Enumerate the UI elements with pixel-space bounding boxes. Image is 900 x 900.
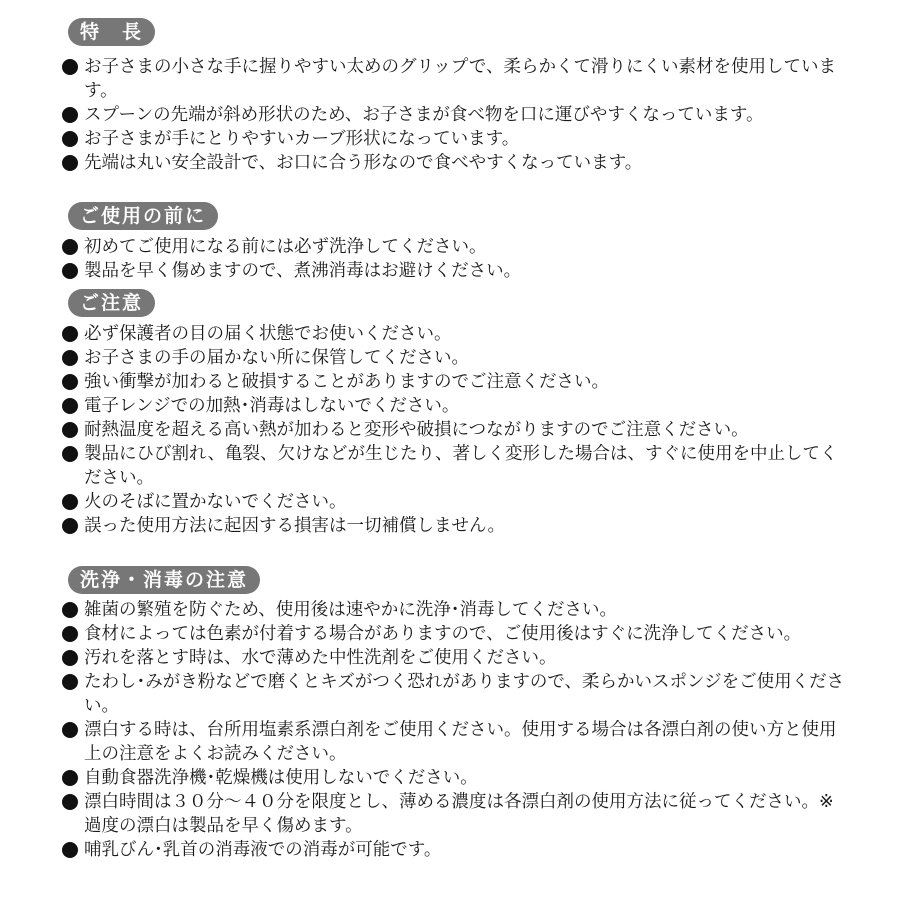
bullet-icon: [62, 350, 78, 366]
bullet-icon: [62, 374, 78, 390]
bullet-icon: [62, 794, 78, 810]
list-item: [60, 394, 850, 418]
bullet-icon: [62, 131, 78, 147]
bullet-icon: [62, 842, 78, 858]
list-item: [60, 259, 850, 283]
bullet-icon: [62, 626, 78, 642]
item-text: 漂白する時は、台所用塩素系漂白剤をご使用ください。使用する場合は各漂白剤の使い方と使用上の注意をよくお読みください。: [84, 720, 837, 764]
list-item: [60, 235, 850, 259]
list-item: [60, 598, 850, 622]
item-text: 哺乳びん･乳首の消毒液での消毒が可能です。: [84, 840, 442, 860]
item-text: 自動食器洗浄機･乾燥機は使用しないでください。: [84, 768, 478, 788]
bullet-icon: [62, 518, 78, 534]
item-text: 火のそばに置かないでください。: [84, 492, 347, 512]
item-text: 電子レンジでの加熱･消毒はしないでください。: [84, 396, 460, 416]
list-item: [60, 490, 850, 514]
list-item: [60, 370, 850, 394]
item-text: お子さまの小さな手に握りやすい太めのグリップで、柔らかくて滑りにくい素材を使用しています。: [84, 57, 836, 101]
bullet-icon: [62, 107, 78, 123]
bullet-icon: [62, 239, 78, 255]
item-text: 初めてご使用になる前には必ず洗浄してください。: [84, 237, 487, 257]
item-text: たわし･みがき粉などで磨くとキズがつく恐れがありますので、柔らかいスポンジをご使用ください。: [84, 672, 845, 716]
item-text: 製品を早く傷めますので、煮沸消毒はお避けください。: [84, 261, 522, 281]
section-heading: ご使用の前に: [68, 202, 218, 230]
bullet-icon: [62, 446, 78, 462]
list-item: [60, 622, 850, 646]
section-heading: 洗浄・消毒の注意: [68, 566, 260, 594]
cleaning-list: [60, 598, 850, 862]
bullet-icon: [62, 650, 78, 666]
bullet-icon: [62, 422, 78, 438]
list-item: [60, 418, 850, 442]
list-item: [60, 103, 850, 127]
list-item: [60, 151, 850, 175]
item-text: 耐熱温度を超える高い熱が加わると変形や破損につながりますのでご注意ください。: [84, 420, 749, 440]
bullet-icon: [62, 59, 78, 75]
bullet-icon: [62, 494, 78, 510]
list-item: [60, 127, 850, 151]
list-item: [60, 442, 850, 490]
list-item: [60, 790, 850, 838]
item-text: 雑菌の繁殖を防ぐため、使用後は速やかに洗浄･消毒してください。: [84, 600, 618, 620]
list-item: [60, 322, 850, 346]
list-item: [60, 346, 850, 370]
bullet-icon: [62, 326, 78, 342]
item-text: 汚れを落とす時は、水で薄めた中性洗剤をご使用ください。: [84, 648, 557, 668]
item-text: 強い衝撃が加わると破損することがありますのでご注意ください。: [84, 372, 609, 392]
item-text: スプーンの先端が斜め形状のため、お子さまが食べ物を口に運びやすくなっています。: [84, 105, 764, 125]
item-text: 漂白時間は３０分～４０分を限度とし、薄める濃度は各漂白剤の使用方法に従ってください。※過度の漂白は製品を早く傷めます。: [84, 792, 834, 836]
item-text: お子さまが手にとりやすいカーブ形状になっています。: [84, 129, 520, 149]
item-text: 誤った使用方法に起因する損害は一切補償しません。: [84, 516, 506, 536]
bullet-icon: [62, 602, 78, 618]
list-item: [60, 55, 850, 103]
caution-list: [60, 322, 850, 538]
list-item: [60, 670, 850, 718]
section-heading: ご注意: [68, 289, 155, 317]
list-item: [60, 838, 850, 862]
list-item: [60, 514, 850, 538]
before-use-list: [60, 235, 850, 283]
list-item: [60, 646, 850, 670]
bullet-icon: [62, 263, 78, 279]
item-text: 製品にひび割れ、亀裂、欠けなどが生じたり、著しく変形した場合は、すぐに使用を中止してください。: [84, 444, 838, 488]
item-text: 必ず保護者の目の届く状態でお使いください。: [84, 324, 452, 344]
bullet-icon: [62, 398, 78, 414]
list-item: [60, 766, 850, 790]
section-heading: 特 長: [68, 18, 155, 46]
features-list: [60, 55, 850, 175]
bullet-icon: [62, 674, 78, 690]
bullet-icon: [62, 770, 78, 786]
bullet-icon: [62, 155, 78, 171]
list-item: [60, 718, 850, 766]
item-text: 食材によっては色素が付着する場合がありますので、ご使用後はすぐに洗浄してください。: [84, 624, 802, 644]
item-text: 先端は丸い安全設計で、お口に合う形なので食べやすくなっています。: [84, 153, 643, 173]
item-text: お子さまの手の届かない所に保管してください。: [84, 348, 469, 368]
bullet-icon: [62, 722, 78, 738]
